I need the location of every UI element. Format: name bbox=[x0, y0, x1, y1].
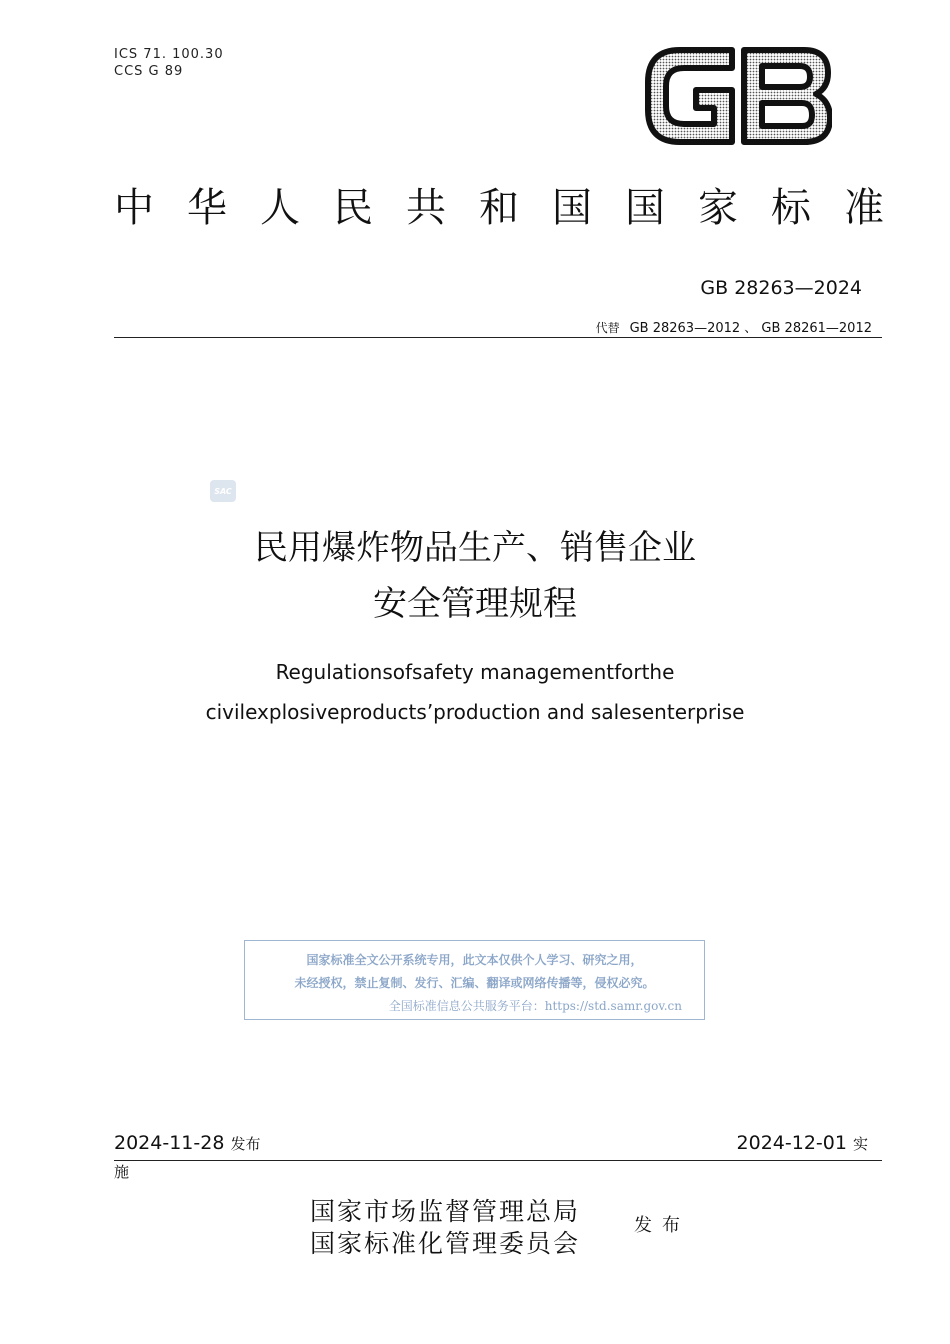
english-title-line2: civilexplosiveproducts’production and salesenterprise bbox=[205, 700, 745, 724]
title-char: 家 bbox=[698, 185, 738, 231]
publish-label: 发布 bbox=[230, 1135, 261, 1153]
copyright-notice-box bbox=[244, 940, 705, 1020]
gb-logo-icon bbox=[644, 46, 832, 146]
title-char: 标 bbox=[771, 185, 811, 231]
chinese-title-line2: 安全管理规程 bbox=[373, 584, 577, 624]
title-char: 民 bbox=[333, 185, 373, 231]
replaces-label: 代替 bbox=[595, 321, 620, 335]
implement-date-value: 2024-12-01 bbox=[736, 1132, 847, 1154]
title-char: 华 bbox=[187, 185, 227, 231]
sac-logo-icon: SAC bbox=[210, 480, 236, 502]
title-char: 国 bbox=[625, 185, 665, 231]
title-char: 中 bbox=[114, 185, 154, 231]
issuer-org2: 国家标准化管理委员会 bbox=[310, 1229, 581, 1258]
publish-date bbox=[114, 1132, 260, 1154]
national-standard-title bbox=[114, 182, 884, 234]
implement-label-part2: 施 bbox=[114, 1163, 130, 1181]
ics-code: ICS 71. 100.30 bbox=[114, 47, 224, 62]
implement-label-part1: 实 bbox=[852, 1135, 868, 1153]
chinese-title-line1: 民用爆炸物品生产、销售企业 bbox=[254, 528, 696, 568]
title-char: 准 bbox=[844, 185, 884, 231]
implement-date bbox=[737, 1132, 868, 1154]
title-char: 共 bbox=[406, 185, 446, 231]
title-char: 国 bbox=[552, 185, 592, 231]
notice-line3: 全国标准信息公共服务平台：https://std.samr.gov.cn bbox=[388, 999, 682, 1013]
publish-date-value: 2024-11-28 bbox=[114, 1132, 225, 1154]
notice-line1: 国家标准全文公开系统专用，此文本仅供个人学习、研究之用， bbox=[306, 953, 643, 967]
classification-codes bbox=[114, 46, 224, 80]
header-divider bbox=[114, 337, 882, 338]
issue-label: 发布 bbox=[634, 1215, 690, 1236]
ccs-code: CCS G 89 bbox=[114, 64, 184, 79]
title-char: 和 bbox=[479, 185, 519, 231]
replaces-line bbox=[596, 317, 872, 336]
footer-divider bbox=[114, 1160, 882, 1161]
notice-line2: 未经授权，禁止复制、发行、汇编、翻译或网络传播等，侵权必究。 bbox=[294, 976, 655, 990]
issuer-org1: 国家市场监督管理总局 bbox=[310, 1197, 581, 1226]
title-char: 人 bbox=[260, 185, 300, 231]
replaces-value: GB 28263—2012 、 GB 28261—2012 bbox=[629, 321, 872, 336]
english-title-line1: Regulationsofsafety managementforthe bbox=[275, 660, 675, 684]
standard-number: GB 28263—2024 bbox=[700, 277, 862, 299]
